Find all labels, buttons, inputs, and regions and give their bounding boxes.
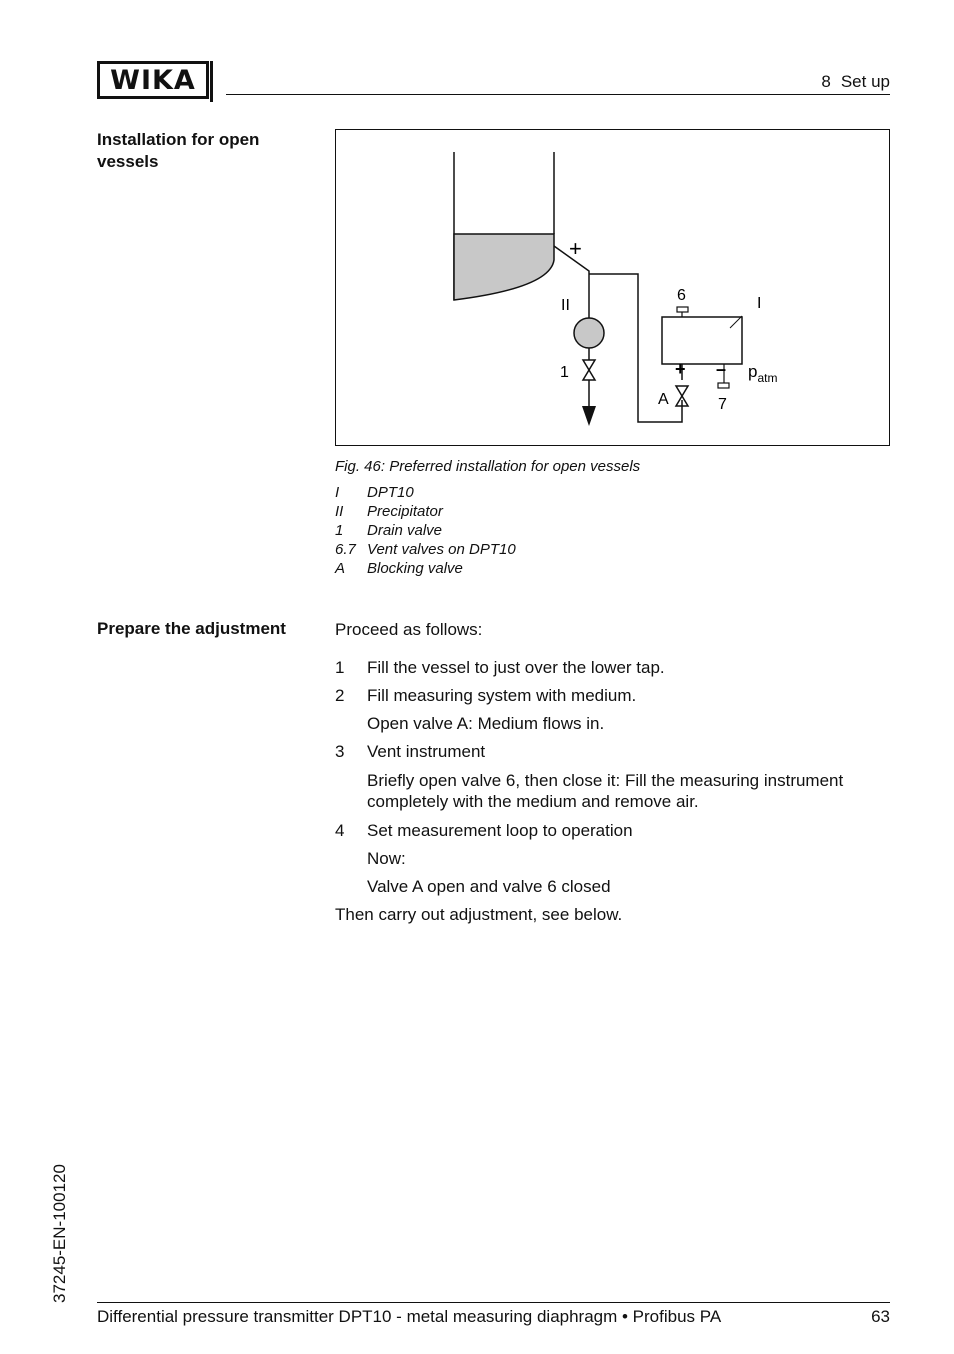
header-rule xyxy=(226,94,890,95)
vent-valve-6 xyxy=(677,307,688,312)
figure-caption: Fig. 46: Preferred installation for open vessels xyxy=(335,458,641,475)
installation-diagram xyxy=(336,130,891,447)
step-2-detail: Open valve A: Medium flows in. xyxy=(367,714,605,733)
step-2: 2 Fill measuring system with medium. xyxy=(335,686,637,705)
label-7: 7 xyxy=(718,396,727,413)
step-4-detail-valves: Valve A open and valve 6 closed xyxy=(367,877,611,896)
installation-figure xyxy=(335,129,890,446)
label-A: A xyxy=(658,391,669,408)
plus-label: + xyxy=(569,236,582,261)
prepare-intro: Proceed as follows: xyxy=(335,620,483,639)
footer-title: Differential pressure transmitter DPT10 - metal measuring diaphragm • Profibus PA xyxy=(97,1307,722,1326)
legend-item: 6.7 Vent valves on DPT10 xyxy=(335,541,516,558)
vent-valve-7 xyxy=(718,383,729,388)
plus-port-label: + xyxy=(675,359,686,379)
document-id: 37245-EN-100120 xyxy=(50,1164,69,1303)
prepare-heading: Prepare the adjustment xyxy=(97,619,286,638)
precipitator xyxy=(574,318,604,348)
dpt10-box xyxy=(662,317,742,364)
label-II: II xyxy=(561,297,570,314)
legend-item: A Blocking valve xyxy=(335,560,463,577)
vessel-liquid xyxy=(454,234,554,300)
label-1: 1 xyxy=(560,364,569,381)
footer-rule xyxy=(97,1302,890,1303)
label-6: 6 xyxy=(677,287,686,304)
legend-item: I DPT10 xyxy=(335,484,414,501)
legend-item: 1 Drain valve xyxy=(335,522,443,539)
label-I: I xyxy=(757,295,762,312)
section-label xyxy=(821,72,890,92)
drain-valve xyxy=(583,360,595,380)
step-3-detail: Briefly open valve 6, then close it: Fill the measuring instrument completely with the medium and remove air. xyxy=(367,771,844,811)
installation-heading: Installation for open vessels xyxy=(97,130,260,171)
step-4-detail-now: Now: xyxy=(367,849,406,868)
prepare-outro: Then carry out adjustment, see below. xyxy=(335,905,623,924)
drain-arrow xyxy=(582,406,596,426)
logo-text: WIKA xyxy=(110,64,196,96)
step-1: 1 Fill the vessel to just over the lower tap. xyxy=(335,658,665,677)
section-title: Set up xyxy=(840,72,890,91)
p-atm-label: $p_{atm}$ xyxy=(748,362,778,385)
wika-logo xyxy=(97,61,209,99)
page-number: 63 xyxy=(871,1307,890,1326)
section-number: 8 xyxy=(821,72,831,91)
step-3: 3 Vent instrument xyxy=(335,742,486,761)
logo-bar xyxy=(210,61,213,102)
legend-item: II Precipitator xyxy=(335,503,443,520)
minus-port-label: – xyxy=(716,359,727,379)
step-4: 4 Set measurement loop to operation xyxy=(335,821,633,840)
figure-legend xyxy=(335,483,516,578)
